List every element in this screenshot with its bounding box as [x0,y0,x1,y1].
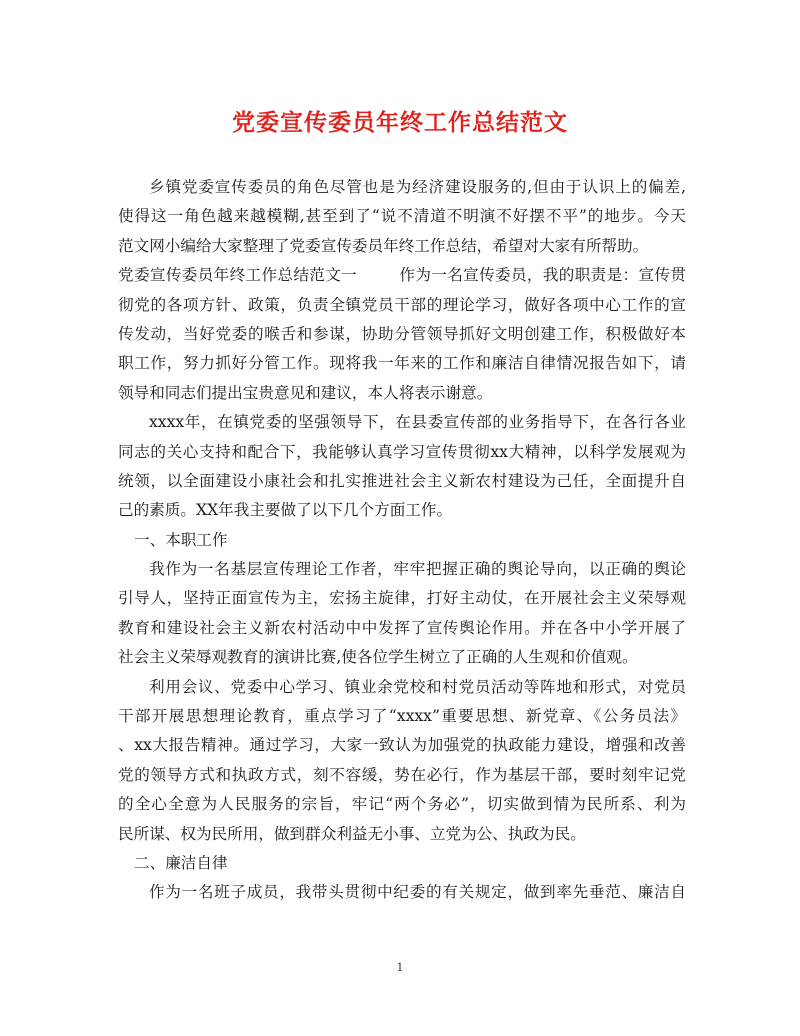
paragraph-line: 民所谋、权为民所用，做到群众利益无小事、立党为公、执政为民。 [118,824,586,843]
paragraph-line: 的全心全意为人民服务的宗旨，牢记“两个务必”，切实做到情为民所系、利为 [118,795,686,814]
paragraph-line: 职工作，努力抓好分管工作。现将我一年来的工作和廉洁自律情况报告如下，请 [118,354,686,373]
paragraph-text: 作为一名宣传委员，我的职责是：宣传贯 [399,266,686,285]
section-heading-duties: 一、本职工作 [134,530,228,549]
paragraph-line: 范文网小编给大家整理了党委宣传委员年终工作总结，希望对大家有所帮助。 [118,236,649,255]
paragraph-line: 干部开展思想理论教育，重点学习了“xxxx”重要思想、新党章、《公务员法》 [118,707,686,726]
paragraph-line: 党的领导方式和执政方式，刻不容缓，势在必行，作为基层干部，要时刻牢记党 [118,765,686,784]
paragraph-line: 传发动，当好党委的喉舌和参谋，协助分管领导抓好文明创建工作，积极做好本 [118,324,686,343]
paragraph-line: 使得这一角色越来越模糊,甚至到了“说不清道不明演不好摆不平”的地步。今天 [118,207,686,226]
paragraph-line: 彻党的各项方针、政策，负责全镇党员干部的理论学习，做好各项中心工作的宣 [118,295,686,314]
paragraph-line: 领导和同志们提出宝贵意见和建议，本人将表示谢意。 [118,383,493,402]
paragraph-line: 利用会议、党委中心学习、镇业余党校和村党员活动等阵地和形式，对党员 [149,677,686,696]
section-subtitle: 党委宣传委员年终工作总结范文一 [118,266,358,285]
document-title: 党委宣传委员年终工作总结范文 [232,109,568,136]
paragraph-line: 同志的关心支持和配合下，我能够认真学习宣传贯彻xx大精神，以科学发展观为 [118,442,686,461]
paragraph-line: 教育和建设社会主义新农村活动中中发挥了宣传舆论作用。并在各中小学开展了 [118,618,686,637]
paragraph-line: 、xx大报告精神。通过学习，大家一致认为加强党的执政能力建设，增强和改善 [118,736,686,755]
paragraph-line: 社会主义荣辱观教育的演讲比赛,使各位学生树立了正确的人生观和价值观。 [118,648,638,667]
paragraph-line: 作为一名班子成员，我带头贯彻中纪委的有关规定，做到率先垂范、廉洁自 [149,883,686,902]
page-number: 1 [396,961,404,974]
document-body [118,173,686,908]
paragraph-line: 乡镇党委宣传委员的角色尽管也是为经济建设服务的,但由于认识上的偏差, [149,178,686,196]
paragraph-line: 引导人，坚持正面宣传为主，宏扬主旋律，打好主动仗，在开展社会主义荣辱观 [118,589,686,608]
section-heading-integrity: 二、廉洁自律 [134,853,228,872]
paragraph-line-with-subtitle [118,261,686,290]
paragraph-line: 己的素质。XX年我主要做了以下几个方面工作。 [118,501,453,520]
paragraph-line: xxxx年，在镇党委的坚强领导下，在县委宣传部的业务指导下，在各行各业 [149,413,686,432]
paragraph-line: 我作为一名基层宣传理论工作者，牢牢把握正确的舆论导向，以正确的舆论 [149,560,686,579]
paragraph-line: 统领，以全面建设小康社会和扎实推进社会主义新农村建设为己任，全面提升自 [118,471,686,490]
